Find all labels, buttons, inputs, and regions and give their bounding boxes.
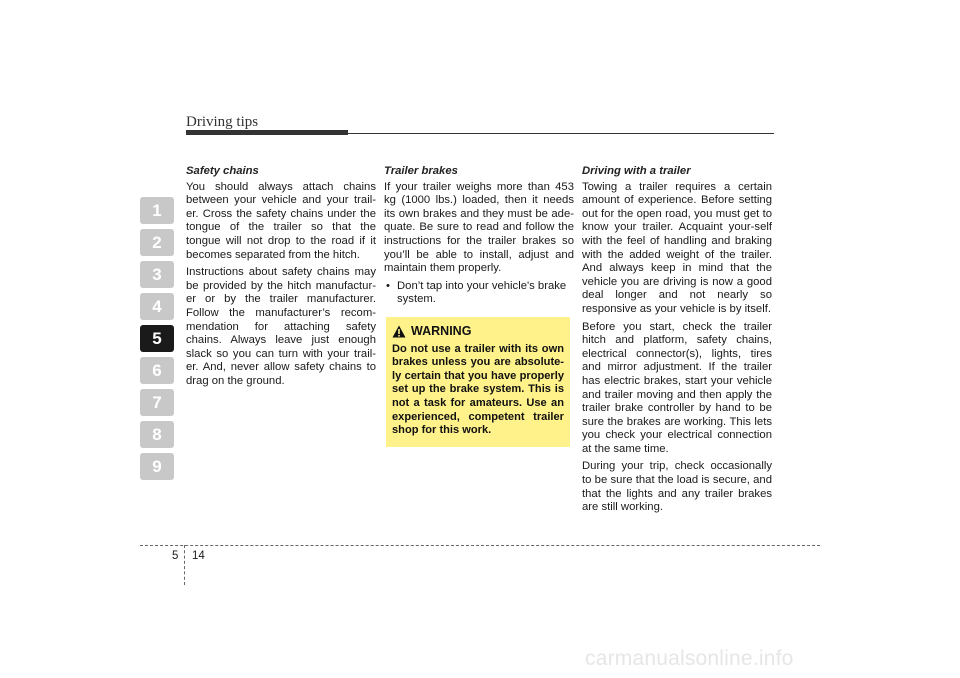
- page-number: 14: [192, 550, 205, 562]
- driving-with-trailer-paragraph: Before you start, check the trailer hitch and platform, safety chains, electrical connector(s), lights, tires and mirror adjustment. If the trailer has electric brakes, start your vehicle and trailer moving and then apply the trailer brake controller by hand to be sure the brakes are working. This lets you check your electrical connection at the same time.: [582, 320, 772, 455]
- driving-with-trailer-section: [582, 165, 772, 519]
- safety-chains-paragraph: Instructions about safety chains may be provided by the hitch manufactur-er or by the trailer manufacturer. Follow the manufacturer’s recom-mendation for attaching safety chains. Always leave just enough slack so you can turn with your trail-er. And, never allow safety chains to drag on the ground.: [186, 266, 376, 387]
- trailer-brakes-paragraph: If your trailer weighs more than 453 kg (1000 lbs.) loaded, then it needs its own brakes and they must be ade-quate. Be sure to read and follow the instructions for the trailer brakes so you’ll be able to install, adjust and maintain them properly.: [384, 180, 574, 275]
- warning-title: WARNING: [411, 323, 472, 338]
- safety-chains-heading: Safety chains: [186, 165, 259, 177]
- header-rule: [186, 133, 774, 134]
- driving-with-trailer-paragraph: Towing a trailer requires a certain amount of experience. Before setting out for the open road, you must get to know your trailer. Acquaint your-self with the feel of handling and braking with the added weight of the trailer. And always keep in mind that the vehicle you are driving is now a good deal longer and not nearly so responsive as your vehicle is by itself.: [582, 180, 772, 315]
- chapter-tab-3[interactable]: 3: [140, 261, 174, 288]
- safety-chains-paragraph: You should always attach chains between your vehicle and your trail-er. Cross the safety chains under the tongue of the trailer so that the tongue will not drop to the road if it becomes separated from the hitch.: [186, 180, 376, 261]
- chapter-tab-9[interactable]: 9: [140, 453, 174, 480]
- bullet-text: Don’t tap into your vehicle's brake system.: [397, 279, 567, 306]
- chapter-tab-7[interactable]: 7: [140, 389, 174, 416]
- chapter-tab-4[interactable]: 4: [140, 293, 174, 320]
- bullet-item: [384, 280, 574, 307]
- trailer-brakes-heading: Trailer brakes: [384, 165, 458, 177]
- bullet-mark: •: [386, 279, 390, 292]
- warning-box: [386, 317, 570, 447]
- chapter-tab-6[interactable]: 6: [140, 357, 174, 384]
- chapter-tab-8[interactable]: 8: [140, 421, 174, 448]
- watermark: carmanualsonline.info: [585, 647, 794, 670]
- chapter-nav: [140, 197, 174, 485]
- driving-with-trailer-heading: Driving with a trailer: [582, 165, 691, 177]
- warning-triangle-icon: [392, 325, 406, 338]
- chapter-tab-2[interactable]: 2: [140, 229, 174, 256]
- warning-header: [392, 325, 564, 339]
- page-chapter-number: 5: [172, 550, 179, 562]
- warning-text: Do not use a trailer with its own brakes unless you are absolute-ly certain that you have properly set up the brake system. This is not a task for amateurs. Use an experienced, competent trailer shop for this work.: [392, 342, 564, 437]
- trailer-brakes-section: [384, 165, 574, 447]
- chapter-tab-5[interactable]: 5: [140, 325, 174, 352]
- footer-rule: [140, 545, 820, 546]
- driving-with-trailer-paragraph: During your trip, check occasionally to be sure that the load is secure, and that the lights and any trailer brakes are still working.: [582, 460, 772, 514]
- chapter-tab-1[interactable]: 1: [140, 197, 174, 224]
- safety-chains-section: [186, 165, 376, 393]
- section-title: Driving tips: [186, 114, 259, 130]
- footer-divider: [184, 545, 185, 585]
